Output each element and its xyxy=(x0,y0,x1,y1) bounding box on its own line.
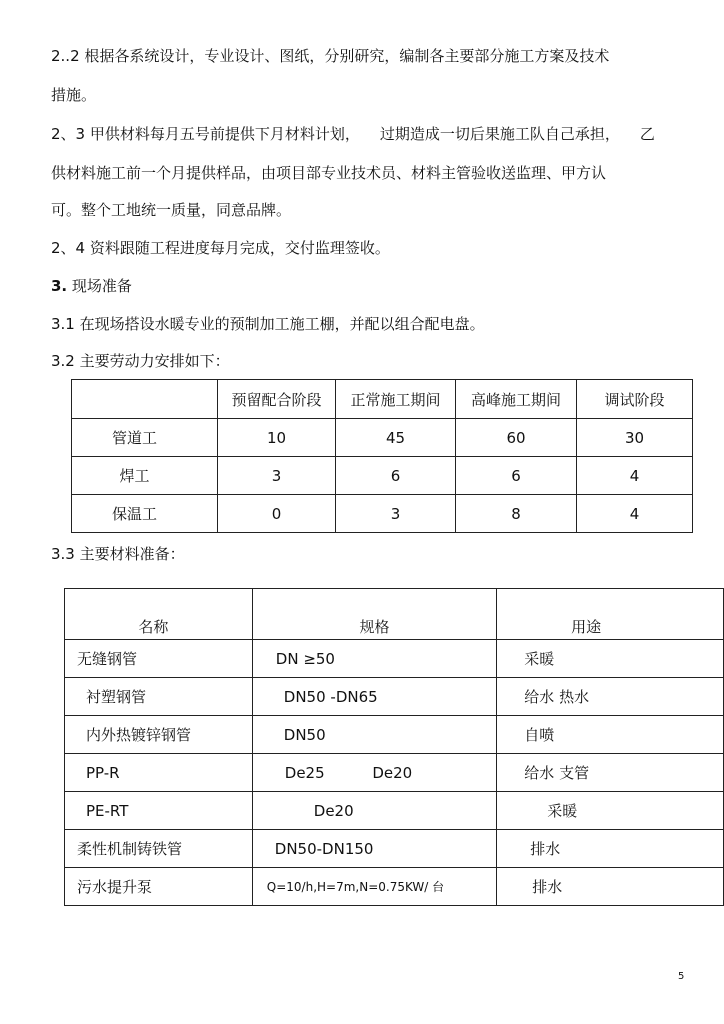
labor-cell: 10 xyxy=(218,419,336,457)
material-name: 污水提升泵 xyxy=(65,868,253,906)
material-spec: De25 De20 xyxy=(252,754,497,792)
material-spec: DN50-DN150 xyxy=(252,830,497,868)
material-spec: Q=10/h,H=7m,N=0.75KW/ 台 xyxy=(252,868,497,906)
material-name: 内外热镀锌钢管 xyxy=(65,716,253,754)
material-name: 衬塑钢管 xyxy=(65,678,253,716)
material-name: PE-RT xyxy=(65,792,253,830)
labor-cell: 6 xyxy=(336,457,456,495)
table-row xyxy=(65,754,724,792)
material-use: 排水 xyxy=(497,868,724,906)
page-number: 5 xyxy=(678,971,685,982)
labor-cell: 60 xyxy=(456,419,577,457)
materials-header-cell xyxy=(252,589,497,640)
labor-header-cell: 正常施工期间 xyxy=(336,380,456,419)
labor-cell: 4 xyxy=(577,495,693,533)
material-spec: De20 xyxy=(252,792,497,830)
material-use: 采暖 xyxy=(497,640,724,678)
material-name: 无缝钢管 xyxy=(65,640,253,678)
section-3-title: 现场准备 xyxy=(71,277,132,295)
table-row xyxy=(65,678,724,716)
materials-header-row xyxy=(65,589,724,640)
material-spec: DN50 xyxy=(252,716,497,754)
paragraph-2-3-line2: 供材料施工前一个月提供样品，由项目部专业技术员、材料主管验收送监理、甲方认 xyxy=(51,164,607,182)
paragraph-2-4: 2、4 资料跟随工程进度每月完成，交付监理签收。 xyxy=(51,239,390,257)
materials-header-spec: 规格 xyxy=(359,618,390,636)
labor-cell: 0 xyxy=(218,495,336,533)
table-row xyxy=(72,457,693,495)
labor-cell: 6 xyxy=(456,457,577,495)
material-name: 柔性机制铸铁管 xyxy=(65,830,253,868)
labor-table-header-row xyxy=(72,380,693,419)
material-use: 自喷 xyxy=(497,716,724,754)
materials-header-cell xyxy=(65,589,253,640)
material-use: 采暖 xyxy=(497,792,724,830)
labor-cell: 45 xyxy=(336,419,456,457)
material-spec: DN ≥50 xyxy=(252,640,497,678)
labor-cell: 3 xyxy=(336,495,456,533)
labor-cell: 8 xyxy=(456,495,577,533)
material-use: 排水 xyxy=(497,830,724,868)
materials-table xyxy=(64,588,724,906)
labor-table xyxy=(71,379,693,533)
materials-header-cell xyxy=(497,589,724,640)
section-3-number: 3. xyxy=(51,277,68,295)
material-use: 给水 热水 xyxy=(497,678,724,716)
section-3-heading xyxy=(51,276,132,296)
paragraph-2-3-line1 xyxy=(51,124,655,144)
table-row xyxy=(72,495,693,533)
table-row xyxy=(72,419,693,457)
paragraph-2-3-part-a: 2、3 甲供材料每月五号前提供下月材料计划， xyxy=(51,125,360,143)
table-row xyxy=(65,792,724,830)
labor-row-label: 焊工 xyxy=(72,457,218,495)
paragraph-2-3-part-b: 过期造成一切后果施工队自己承担， xyxy=(379,125,620,143)
paragraph-3-1: 3.1 在现场搭设水暖专业的预制加工施工棚，并配以组合配电盘。 xyxy=(51,315,485,333)
paragraph-2-3-line3: 可。整个工地统一质量，同意品牌。 xyxy=(51,201,292,219)
paragraph-3-2: 3.2 主要劳动力安排如下： xyxy=(51,352,230,370)
labor-header-cell: 高峰施工期间 xyxy=(456,380,577,419)
paragraph-2-2-line2: 措施。 xyxy=(51,86,97,104)
labor-header-cell: 调试阶段 xyxy=(577,380,693,419)
table-row xyxy=(65,716,724,754)
table-row xyxy=(65,830,724,868)
labor-row-label: 保温工 xyxy=(72,495,218,533)
labor-row-label: 管道工 xyxy=(72,419,218,457)
labor-header-cell xyxy=(72,380,218,419)
labor-cell: 4 xyxy=(577,457,693,495)
table-row xyxy=(65,868,724,906)
table-row xyxy=(65,640,724,678)
paragraph-2-3-part-c: 乙 xyxy=(639,125,655,143)
materials-header-name: 名称 xyxy=(138,618,169,636)
material-name: PP-R xyxy=(65,754,253,792)
labor-cell: 30 xyxy=(577,419,693,457)
labor-header-cell: 预留配合阶段 xyxy=(218,380,336,419)
material-use: 给水 支管 xyxy=(497,754,724,792)
paragraph-3-3: 3.3 主要材料准备： xyxy=(51,545,185,563)
material-spec: DN50 -DN65 xyxy=(252,678,497,716)
labor-cell: 3 xyxy=(218,457,336,495)
materials-header-use: 用途 xyxy=(571,618,602,636)
paragraph-2-2-line1: 2..2 根据各系统设计，专业设计、图纸，分别研究，编制各主要部分施工方案及技术 xyxy=(51,47,610,65)
